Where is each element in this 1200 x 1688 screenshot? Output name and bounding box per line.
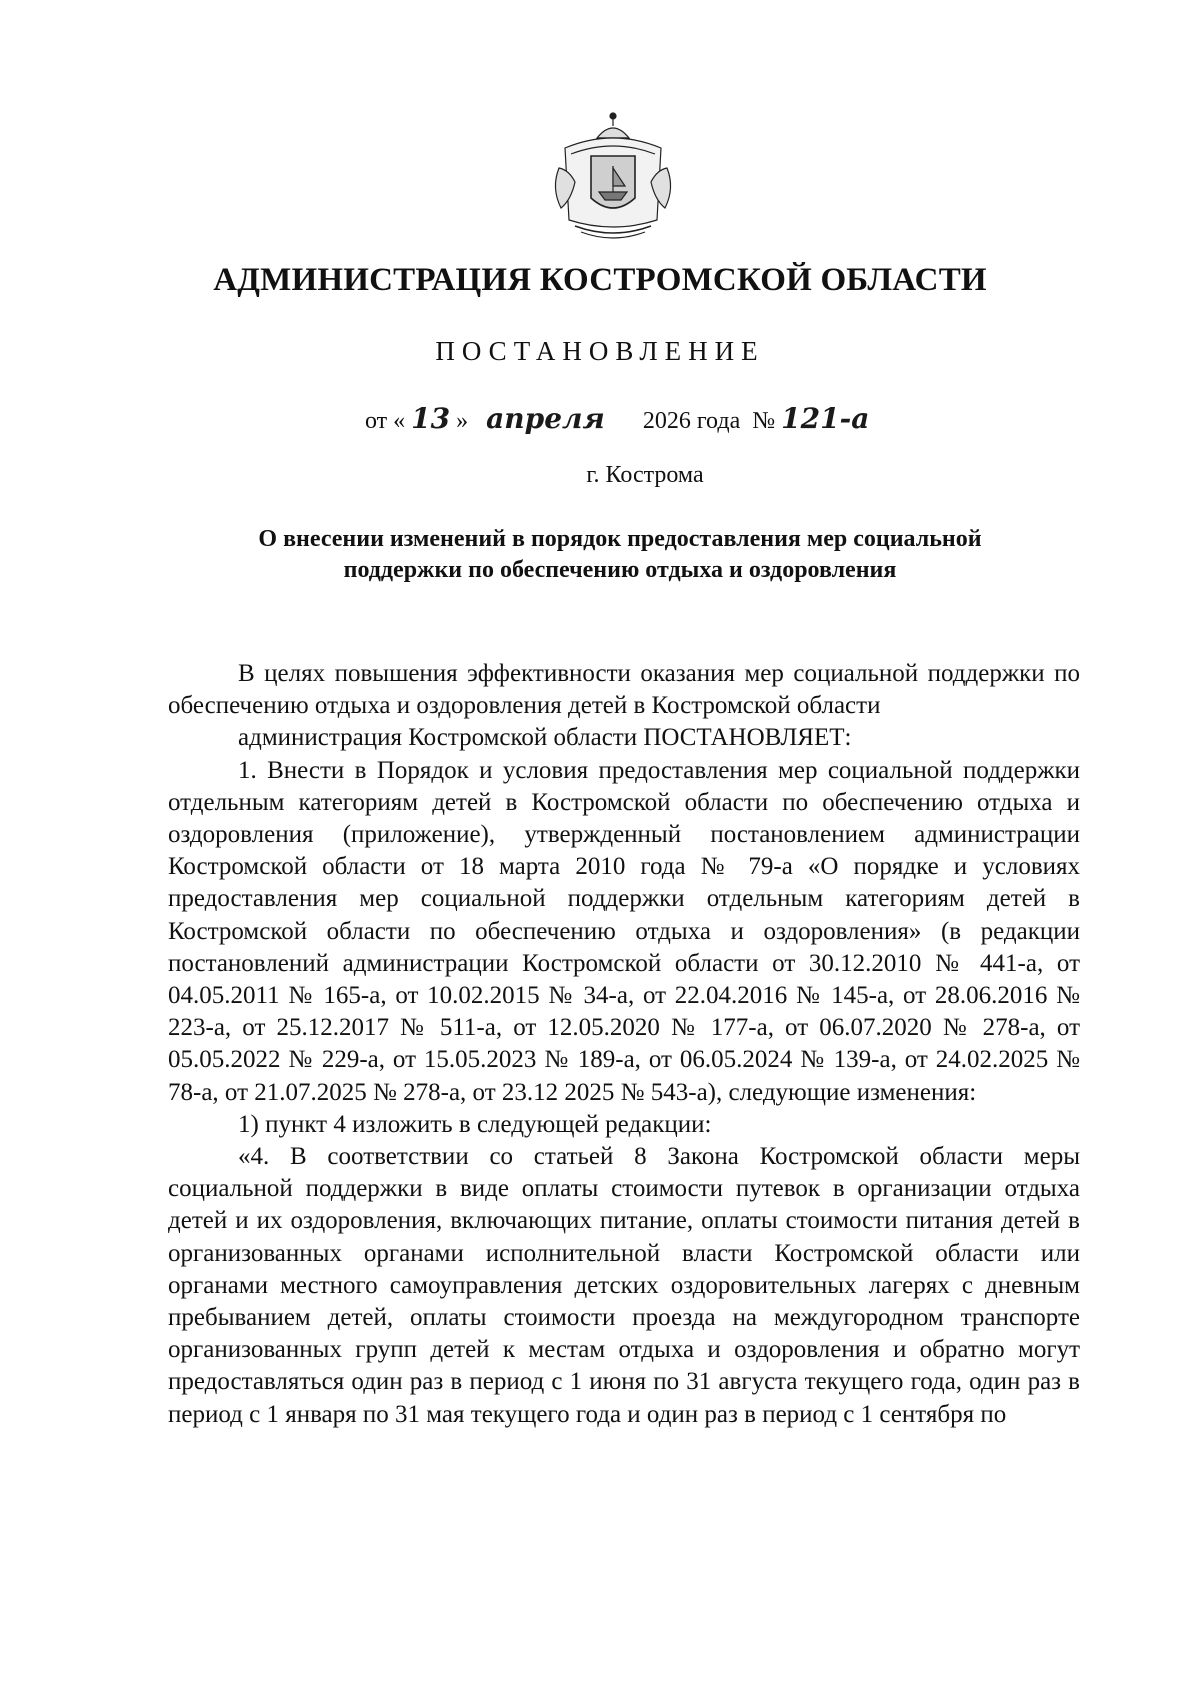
document-body <box>168 658 1080 1431</box>
date-year: 2026 года <box>642 408 741 434</box>
document-number-handwritten: 121-а <box>781 402 870 435</box>
body-paragraph: администрация Костромской области ПОСТАНОВЛЯЕТ: <box>238 724 852 752</box>
subject-line: поддержки по обеспечению отдыха и оздоровления <box>343 557 897 583</box>
organization-title: АДМИНИСТРАЦИЯ КОСТРОМСКОЙ ОБЛАСТИ <box>213 262 987 298</box>
subject-line: О внесении изменений в порядок предоставления мер социальной <box>258 526 982 552</box>
date-day-suffix: » <box>456 408 469 434</box>
body-paragraph: В целях повышения эффективности оказания мер социальной поддержки по обеспечению отдыха и оздоровления детей в Костромской области <box>168 660 1080 720</box>
document-type: ПОСТАНОВЛЕНИЕ <box>435 336 765 366</box>
body-paragraph: 1. Внести в Порядок и условия предоставления мер социальной поддержки отдельным категориям детей в Костромской области по обеспечению отдыха и оздоровления (приложение), утвержденный постановлением администрации Костромской области от 18 марта 2010 года № 79-а «О порядке и условиях предоставления мер социальной поддержки отдельным категориям детей в Костромской области по обеспечению отдыха и оздоровления» (в редакции постановлений администрации Костромской области от 30.12.2010 № 441-а, от 04.05.2011 № 165-а, от 10.02.2015 № 34-а, от 22.04.2016 № 145-а, от 28.06.2016 № 223-а, от 25.12.2017 № 511-а, от 12.05.2020 № 177-а, от 06.07.2020 № 278-а, от 05.05.2022 № 229-а, от 15.05.2023 № 189-а, от 06.05.2024 № 139-а, от 24.02.2025 № 78-а, от 21.07.2025 № 278-а, от 23.12 2025 № 543-а), следующие изменения: <box>168 756 1080 1106</box>
date-prefix: от « <box>365 408 406 434</box>
number-prefix: № <box>752 408 776 434</box>
city-name: г. Кострома <box>586 462 704 488</box>
date-month-handwritten: апреля <box>486 402 605 435</box>
coat-of-arms-icon <box>545 108 681 244</box>
document-subject <box>0 524 1200 586</box>
body-paragraph: «4. В соответствии со статьей 8 Закона Костромской области меры социальной поддержки в виде оплаты стоимости путевок в организации отдыха детей и их оздоровления, включающих питание, оплаты стоимости питания детей в организованных органами исполнительной власти Костромской области или органами местного самоуправления детских оздоровительных лагерях с дневным пребыванием детей, оплаты стоимости проезда на междугородном транспорте организованных групп детей к местам отдыха и оздоровления и обратно могут предоставляться один раз в период с 1 июня по 31 августа текущего года, один раз в период с 1 января по 31 мая текущего года и один раз в период с 1 сентября по <box>168 1143 1080 1428</box>
body-paragraph: 1) пункт 4 изложить в следующей редакции: <box>238 1110 712 1138</box>
document-dateline <box>365 402 869 435</box>
date-day-handwritten: 13 <box>411 402 451 435</box>
